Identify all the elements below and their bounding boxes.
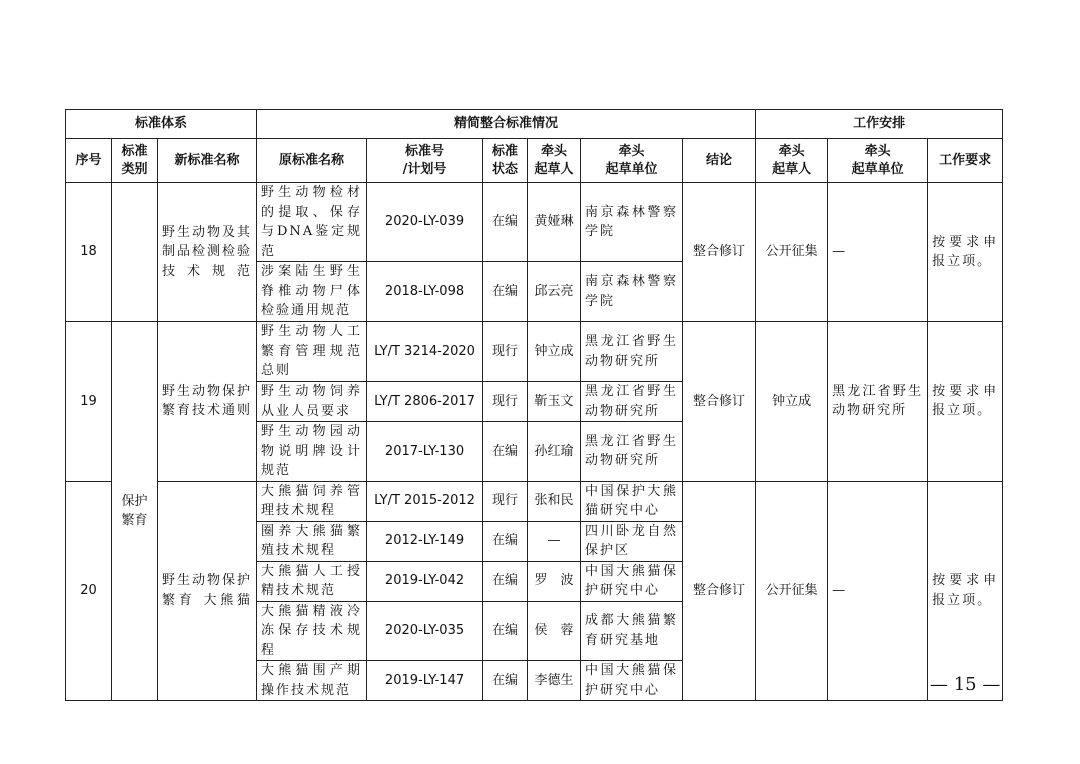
standards-table (65, 109, 1003, 701)
col-category: 标准 类别 (112, 139, 158, 183)
new-name-cell: 野生动物保护繁育 大熊猫 (158, 481, 257, 701)
column-header-row (66, 139, 1003, 183)
group-header-integration: 精简整合标准情况 (257, 110, 756, 139)
col-orig-name: 原标准名称 (257, 139, 367, 183)
unit-cell: 中国大熊猫保护研究中心 (581, 561, 683, 601)
table-row (66, 183, 1003, 262)
col-conclusion: 结论 (683, 139, 756, 183)
orig-name-cell: 圈养大熊猫繁殖技术规程 (257, 521, 367, 561)
unit-cell: 中国保护大熊猫研究中心 (581, 481, 683, 521)
group-header-system: 标准体系 (66, 110, 257, 139)
orig-name-cell: 大熊猫人工授精技术规范 (257, 561, 367, 601)
drafter-cell: 罗 波 (528, 561, 581, 601)
orig-name-cell: 野生动物人工繁育管理规范 总则 (257, 322, 367, 382)
new-name-cell: 野生动物及其制品检测检验技术规范 (158, 183, 257, 322)
std-no-cell: 2012-LY-149 (367, 521, 483, 561)
col-work-unit: 牵头 起草单位 (828, 139, 928, 183)
drafter-cell: 李德生 (528, 661, 581, 701)
work-drafter-cell: 公开征集 (756, 183, 828, 322)
category-cell-empty (112, 183, 158, 322)
status-cell: 在编 (483, 262, 528, 322)
status-cell: 在编 (483, 183, 528, 262)
table-body (66, 183, 1003, 701)
std-no-cell: LY/T 2015-2012 (367, 481, 483, 521)
work-drafter-cell: 公开征集 (756, 481, 828, 701)
col-new-name: 新标准名称 (158, 139, 257, 183)
status-cell: 现行 (483, 382, 528, 422)
category-cell: 保护 繁育 (112, 322, 158, 701)
orig-name-cell: 大熊猫精液冷冻保存技术规程 (257, 601, 367, 661)
conclusion-cell: 整合修订 (683, 183, 756, 322)
unit-cell: 黑龙江省野生动物研究所 (581, 322, 683, 382)
orig-name-cell: 野生动物检材的提取、保存与DNA鉴定规范 (257, 183, 367, 262)
orig-name-cell: 野生动物园动物说明牌设计规范 (257, 422, 367, 482)
col-drafter: 牵头 起草人 (528, 139, 581, 183)
std-no-cell: 2020-LY-039 (367, 183, 483, 262)
seq-cell: 19 (66, 322, 112, 482)
drafter-cell: 邱云亮 (528, 262, 581, 322)
std-no-cell: 2019-LY-147 (367, 661, 483, 701)
work-unit-cell: 黑龙江省野生动物研究所 (828, 322, 928, 482)
work-unit-cell: — (828, 183, 928, 322)
unit-cell: 黑龙江省野生动物研究所 (581, 382, 683, 422)
group-header-work: 工作安排 (756, 110, 1003, 139)
status-cell: 在编 (483, 601, 528, 661)
col-status: 标准 状态 (483, 139, 528, 183)
unit-cell: 南京森林警察学院 (581, 183, 683, 262)
table-row (66, 322, 1003, 382)
page-number: — 15 — (930, 674, 1001, 695)
status-cell: 在编 (483, 521, 528, 561)
work-drafter-cell: 钟立成 (756, 322, 828, 482)
std-no-cell: 2018-LY-098 (367, 262, 483, 322)
col-work-drafter: 牵头 起草人 (756, 139, 828, 183)
group-header-row (66, 110, 1003, 139)
work-unit-cell: — (828, 481, 928, 701)
col-std-no: 标准号 /计划号 (367, 139, 483, 183)
seq-cell: 20 (66, 481, 112, 701)
unit-cell: 四川卧龙自然保护区 (581, 521, 683, 561)
status-cell: 现行 (483, 481, 528, 521)
status-cell: 在编 (483, 561, 528, 601)
drafter-cell: 靳玉文 (528, 382, 581, 422)
std-no-cell: LY/T 2806-2017 (367, 382, 483, 422)
new-name-cell: 野生动物保护繁育技术通则 (158, 322, 257, 482)
drafter-cell: 孙红瑜 (528, 422, 581, 482)
drafter-cell: — (528, 521, 581, 561)
col-seq: 序号 (66, 139, 112, 183)
unit-cell: 南京森林警察学院 (581, 262, 683, 322)
status-cell: 在编 (483, 422, 528, 482)
requirement-cell: 按要求申报立项。 (928, 322, 1003, 482)
std-no-cell: 2020-LY-035 (367, 601, 483, 661)
unit-cell: 黑龙江省野生动物研究所 (581, 422, 683, 482)
conclusion-cell: 整合修订 (683, 322, 756, 482)
drafter-cell: 黄娅琳 (528, 183, 581, 262)
col-drafter-unit: 牵头 起草单位 (581, 139, 683, 183)
conclusion-cell: 整合修订 (683, 481, 756, 701)
orig-name-cell: 涉案陆生野生脊椎动物尸体检验通用规范 (257, 262, 367, 322)
status-cell: 现行 (483, 322, 528, 382)
orig-name-cell: 大熊猫饲养管理技术规程 (257, 481, 367, 521)
std-no-cell: LY/T 3214-2020 (367, 322, 483, 382)
std-no-cell: 2017-LY-130 (367, 422, 483, 482)
orig-name-cell: 野生动物饲养从业人员要求 (257, 382, 367, 422)
status-cell: 在编 (483, 661, 528, 701)
requirement-cell: 按要求申报立项。 (928, 183, 1003, 322)
unit-cell: 中国大熊猫保护研究中心 (581, 661, 683, 701)
seq-cell: 18 (66, 183, 112, 322)
drafter-cell: 钟立成 (528, 322, 581, 382)
orig-name-cell: 大熊猫围产期操作技术规范 (257, 661, 367, 701)
drafter-cell: 侯 蓉 (528, 601, 581, 661)
unit-cell: 成都大熊猫繁育研究基地 (581, 601, 683, 661)
col-requirement: 工作要求 (928, 139, 1003, 183)
table-row (66, 481, 1003, 521)
std-no-cell: 2019-LY-042 (367, 561, 483, 601)
requirement-cell: 按要求申报立项。 (928, 481, 1003, 701)
drafter-cell: 张和民 (528, 481, 581, 521)
